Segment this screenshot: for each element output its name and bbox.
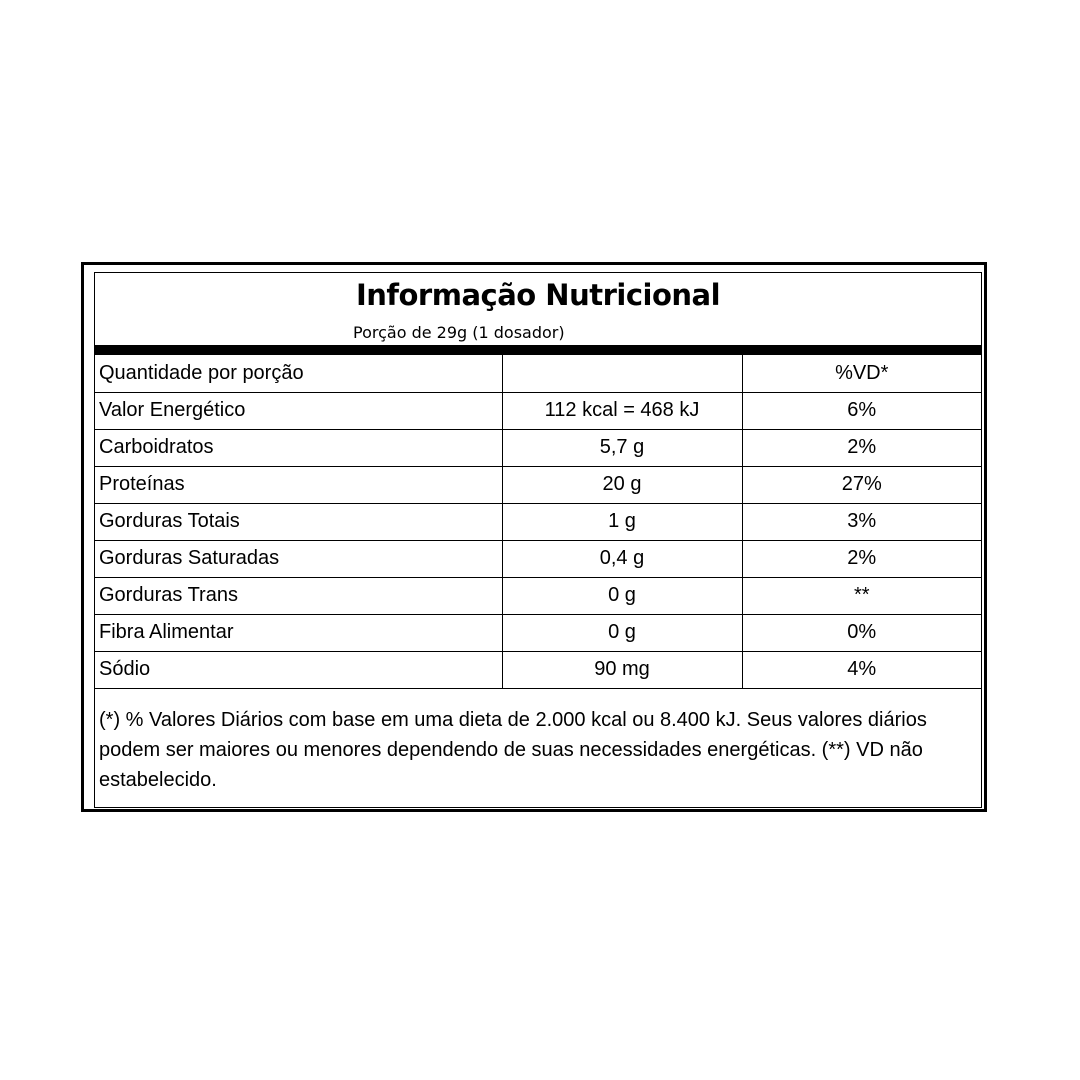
nutrient-amount: 0 g <box>502 577 742 614</box>
nutrient-name: Gorduras Saturadas <box>95 540 502 577</box>
footnote: (*) % Valores Diários com base em uma dieta de 2.000 kcal ou 8.400 kJ. Seus valores diários podem ser maiores ou menores dependendo de suas necessidades energéticas. (**) VD não estabelecido. <box>99 709 927 791</box>
nutrient-vd: 2% <box>742 540 981 577</box>
nutrient-vd: 2% <box>742 429 981 466</box>
serving-size: Porção de 29g (1 dosador) <box>353 323 565 342</box>
nutrient-name: Carboidratos <box>95 429 502 466</box>
nutrient-name: Proteínas <box>95 466 502 503</box>
table-row <box>95 577 981 614</box>
nutrient-amount: 0,4 g <box>502 540 742 577</box>
table-row <box>95 651 981 688</box>
nutrient-vd: 4% <box>742 651 981 688</box>
nutrient-vd: 0% <box>742 614 981 651</box>
label-header <box>95 273 981 345</box>
nutrient-amount: 112 kcal = 468 kJ <box>502 392 742 429</box>
header-amount <box>502 355 742 392</box>
nutrient-vd: 6% <box>742 392 981 429</box>
header-quantity-label: Quantidade por porção <box>95 355 502 392</box>
nutrient-amount: 90 mg <box>502 651 742 688</box>
label-title: Informação Nutricional <box>355 278 721 312</box>
nutrient-name: Gorduras Totais <box>95 503 502 540</box>
nutrient-amount: 0 g <box>502 614 742 651</box>
nutrition-table <box>95 355 981 689</box>
nutrition-label <box>94 272 982 808</box>
nutrient-name: Sódio <box>95 651 502 688</box>
nutrient-name: Gorduras Trans <box>95 577 502 614</box>
header-vd: %VD* <box>742 355 981 392</box>
nutrient-vd: 27% <box>742 466 981 503</box>
table-row <box>95 614 981 651</box>
table-row <box>95 540 981 577</box>
nutrient-vd: 3% <box>742 503 981 540</box>
nutrient-amount: 5,7 g <box>502 429 742 466</box>
table-row <box>95 503 981 540</box>
table-row <box>95 466 981 503</box>
nutrient-amount: 20 g <box>502 466 742 503</box>
thick-divider <box>95 345 981 355</box>
table-header-row <box>95 355 981 392</box>
nutrient-name: Fibra Alimentar <box>95 614 502 651</box>
table-row <box>95 392 981 429</box>
nutrient-name: Valor Energético <box>95 392 502 429</box>
nutrient-vd: ** <box>742 577 981 614</box>
nutrient-amount: 1 g <box>502 503 742 540</box>
table-row <box>95 429 981 466</box>
